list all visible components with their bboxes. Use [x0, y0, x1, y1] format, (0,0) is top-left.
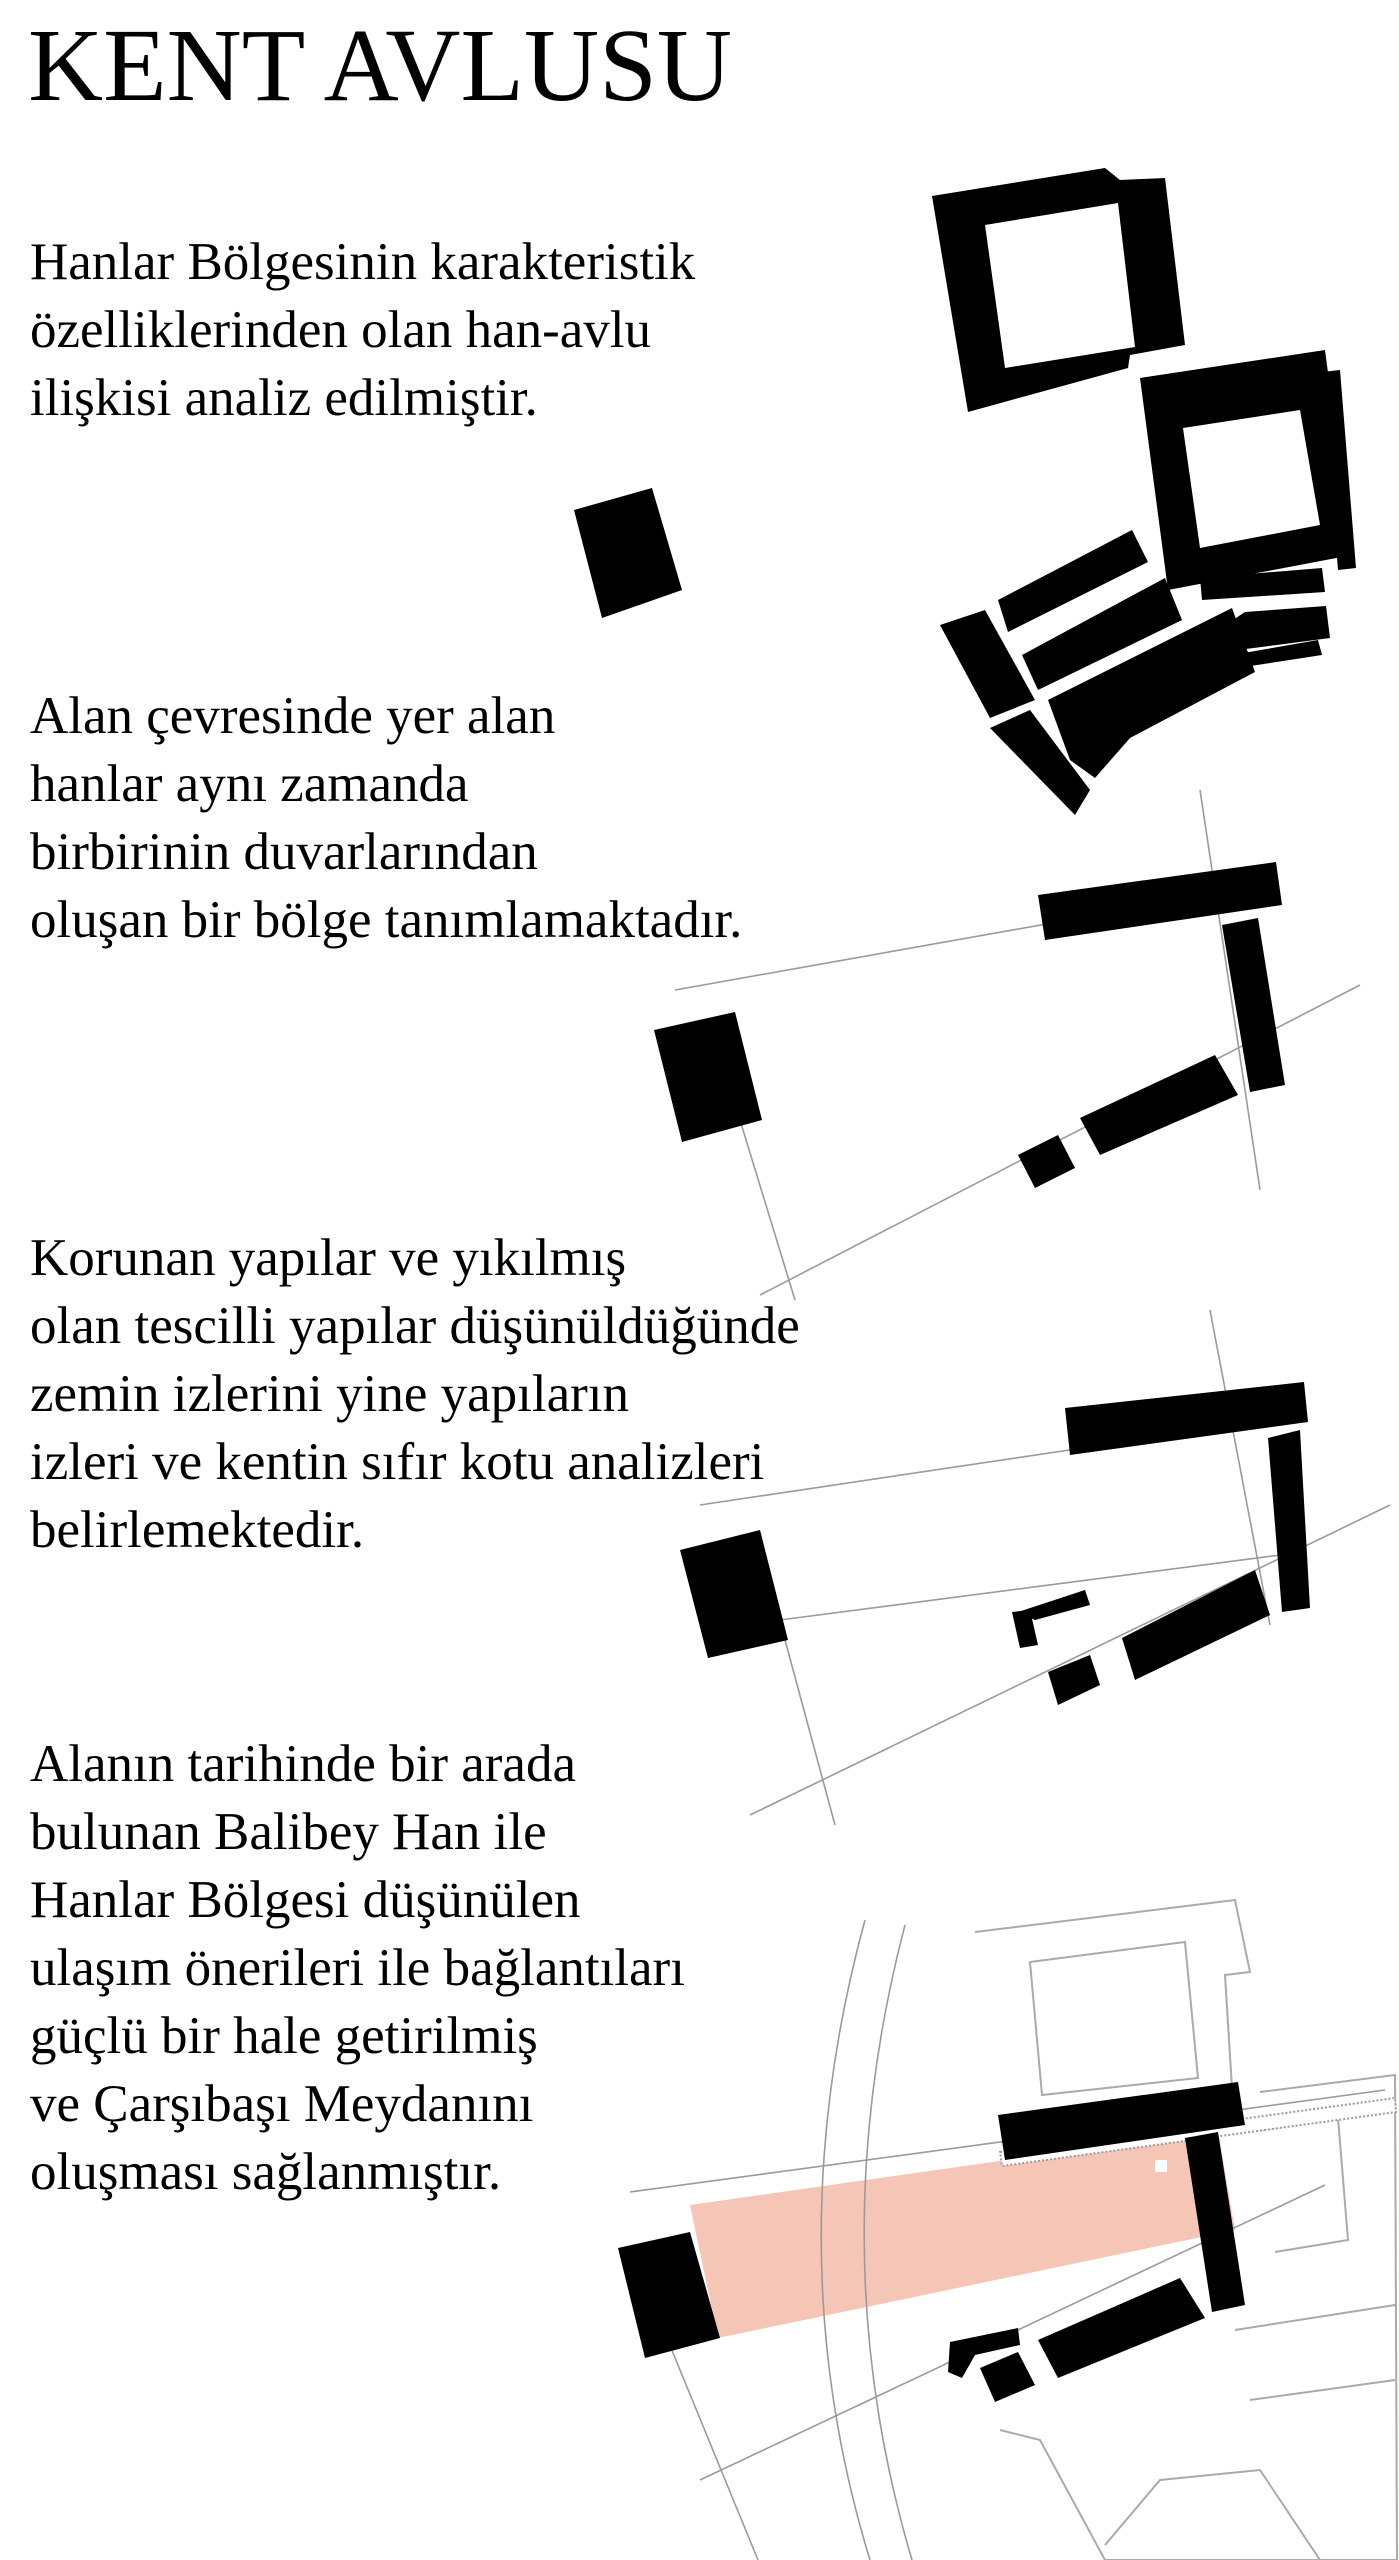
- plan-4-square-proposal: [618, 1900, 1397, 2560]
- square-small-2: [980, 2352, 1035, 2402]
- paragraph-line: ve Çarşıbaşı Meydanını: [30, 2075, 534, 2133]
- page-title: KENT AVLUSU: [28, 8, 733, 123]
- paragraph-line: özelliklerinden olan han-avlu: [30, 301, 652, 359]
- paragraph-line: olan tescilli yapılar düşünüldüğünde: [30, 1297, 800, 1355]
- han-arm-west: [940, 610, 1035, 718]
- plan-1-han-courtyard: [574, 168, 1356, 815]
- han-block-north: [932, 168, 1185, 412]
- wall-lower-small: [1018, 1135, 1075, 1188]
- trace-right: [1268, 1430, 1310, 1612]
- paragraph-line: Hanlar Bölgesinin karakteristik: [30, 233, 696, 291]
- han-block-middle: [1140, 350, 1352, 590]
- plan-3-building-traces: [680, 1310, 1390, 1825]
- trace-small-3: [1048, 1655, 1100, 1705]
- trace-lower: [1122, 1570, 1270, 1680]
- paragraph-line: zemin izlerini yine yapıların: [30, 1365, 629, 1423]
- paragraph-line: oluşan bir bölge tanımlamaktadır.: [30, 891, 743, 949]
- isolated-block-1: [574, 488, 682, 618]
- plan-2-wall-zone: [654, 790, 1360, 1300]
- paragraph-line: birbirinin duvarlarından: [30, 823, 538, 881]
- paragraph-line: hanlar aynı zamanda: [30, 755, 469, 813]
- paragraph-line: ilişkisi analiz edilmiştir.: [30, 369, 538, 427]
- paragraph-line: Korunan yapılar ve yıkılmış: [30, 1229, 627, 1287]
- paragraph-line: ulaşım önerileri ile bağlantıları: [30, 1939, 685, 1997]
- paragraph-line: izleri ve kentin sıfır kotu analizleri: [30, 1433, 765, 1491]
- isolated-block-2: [654, 1012, 762, 1142]
- paragraph-line: Hanlar Bölgesi düşünülen: [30, 1871, 581, 1929]
- wall-lower: [1080, 1055, 1238, 1155]
- square-wall-south: [1038, 2278, 1205, 2378]
- paragraph-line: güçlü bir hale getirilmiş: [30, 2007, 538, 2065]
- marker: [1155, 2160, 1167, 2172]
- paragraph-line: belirlemektedir.: [30, 1501, 365, 1559]
- paragraph-line: Alanın tarihinde bir arada: [30, 1735, 576, 1793]
- isolated-block-3: [680, 1530, 788, 1658]
- paragraph-line: bulunan Balibey Han ile: [30, 1803, 547, 1861]
- paragraph-line: oluşması sağlanmıştır.: [30, 2143, 502, 2201]
- paragraph-line: Alan çevresinde yer alan: [30, 687, 556, 745]
